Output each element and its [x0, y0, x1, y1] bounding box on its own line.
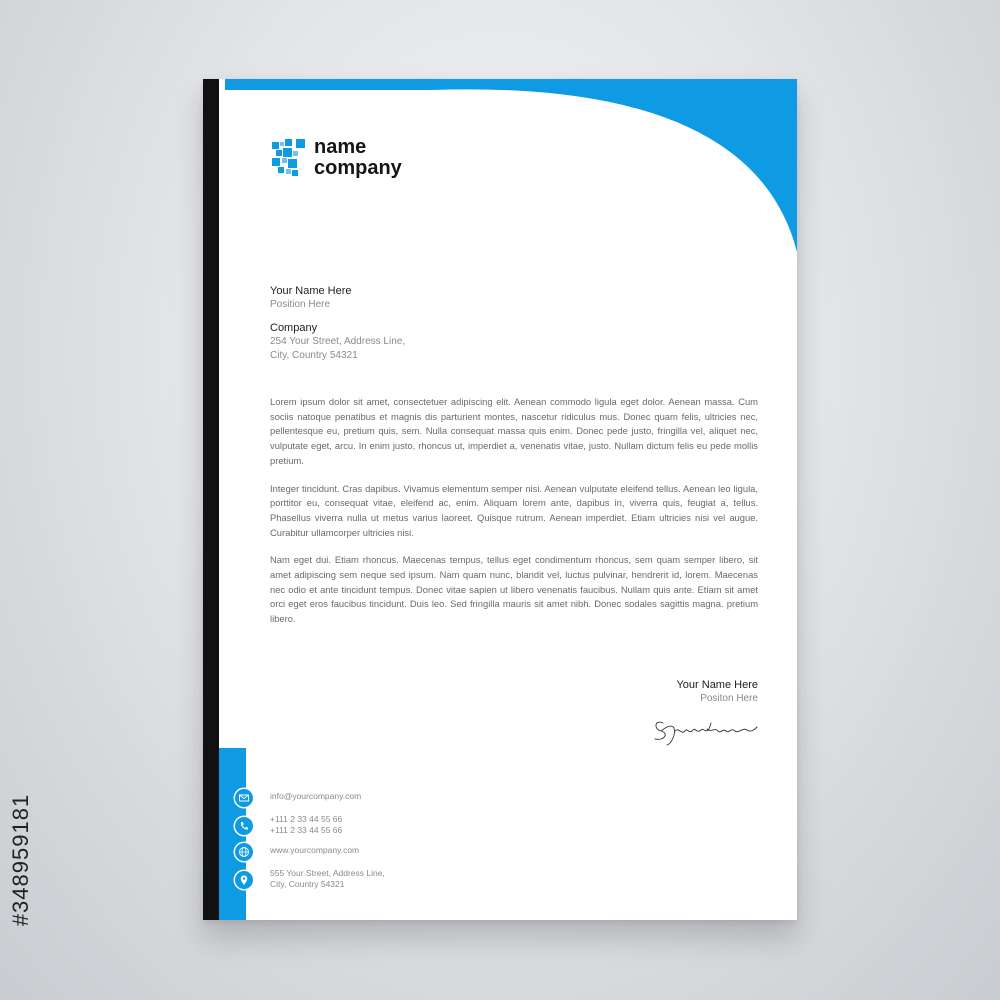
letterhead-page	[203, 79, 797, 920]
contact-address-line-1: 555 Your Street, Address Line,	[270, 868, 385, 878]
contact-email: info@yourcompany.com	[270, 791, 362, 801]
contact-website: www.yourcompany.com	[270, 845, 360, 855]
body-paragraph-2: Integer tincidunt. Cras dapibus. Vivamus elementum semper nisi. Aenean vulputate eleifend tellus. Aenean leo ligula, porttitor eu, consequat vitae, eleifend ac, enim. Aliquam lorem ante, dapibus in, viverra quis, feugiat a, tellus. Phasellus viverra nulla ut metus varius laoreet. Quisque rutrum. Aenean imperdiet. Etiam ultricies nisi vel augue. Curabitur ullamcorper ultricies nisi.	[270, 482, 758, 538]
sender-block	[270, 284, 405, 363]
sender-position: Position Here	[270, 299, 331, 310]
company-brand	[314, 137, 402, 179]
body-paragraph-1: Lorem ipsum dolor sit amet, consectetuer adipiscing elit. Aenean commodo ligula eget dolor. Aenean massa. Cum sociis natoque penatibus et magnis dis parturient montes, nascetur ridiculus mus. Donec quam felis, ultricies nec, pellentesque eu, pretium quis, sem. Nulla consequat massa quis enim. Donec pede justo, fringilla vel, aliquet nec, vulputate eget, arcu. In enim justo, rhoncus ut, imperdiet a, venenatis vitae, justo. Nullam dictum felis eu pede mollis pretium.	[270, 396, 758, 466]
signoff-block	[676, 678, 758, 706]
signoff-position: Positon Here	[700, 693, 758, 704]
stock-id-text: #348959181	[8, 793, 33, 927]
brand-line-2: company	[314, 157, 402, 179]
sender-company: Company	[270, 322, 318, 334]
contact-address-line-2: City, Country 54321	[270, 879, 345, 889]
letter-body	[270, 395, 758, 640]
signoff-name: Your Name Here	[676, 679, 758, 691]
brand-line-1: name	[314, 136, 367, 158]
contact-phone-2: +111 2 33 44 55 66	[270, 825, 343, 835]
stock-id-label	[6, 770, 36, 950]
top-wave-decoration	[203, 79, 797, 279]
sender-address-line-2: City, Country 54321	[270, 350, 358, 361]
company-logo-icon	[272, 139, 310, 177]
handwritten-signature	[651, 709, 761, 749]
phone-icon	[235, 817, 253, 835]
location-pin-icon	[235, 871, 253, 889]
contact-phone-1: +111 2 33 44 55 66	[270, 814, 343, 824]
body-paragraph-3: Nam eget dui. Etiam rhoncus. Maecenas tempus, tellus eget condimentum rhoncus, sem quam semper libero, sit amet adipiscing sem neque sed ipsum. Nam quam nunc, blandit vel, luctus pulvinar, hendrerit id, lorem. Maecenas nec odio et ante tincidunt tempus. Donec vitae sapien ut libero venenatis faucibus. Nullam quis ante. Etiam sit amet orci eget eros faucibus tincidunt. Duis leo. Sed fringilla mauris sit amet nibh. Donec sodales sagittis magna. pretium libero.	[270, 554, 758, 625]
mail-icon	[235, 789, 253, 807]
sender-name: Your Name Here	[270, 285, 352, 297]
sender-address-line-1: 254 Your Street, Address Line,	[270, 336, 406, 347]
globe-icon	[235, 843, 253, 861]
